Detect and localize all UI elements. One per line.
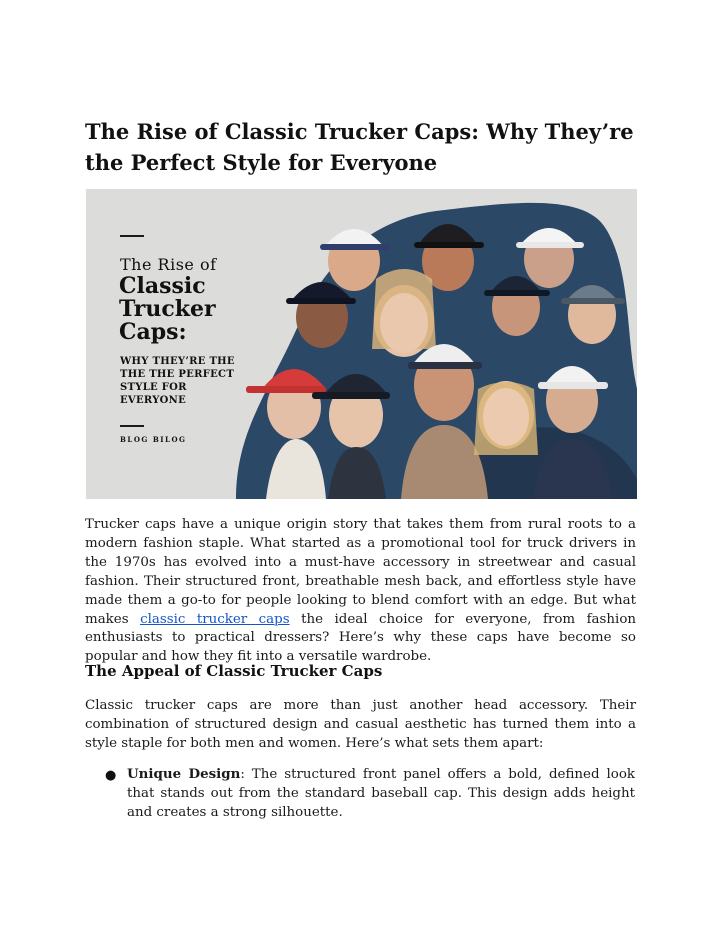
section-paragraph: Classic trucker caps are more than just another head accessory. Their combination of structured design and casual aesthetic has turned them into a style staple for both men and women. Here’s what sets them apart:: [85, 698, 636, 751]
bullet-term: Unique Design: [127, 766, 241, 782]
hero-blog-label: BLOG BILOG: [120, 435, 187, 444]
classic-trucker-caps-link[interactable]: classic trucker caps: [140, 611, 290, 627]
hero-line3: Trucker: [119, 296, 216, 322]
hero-line1: The Rise of: [120, 255, 217, 274]
intro-text-before: Trucker caps have a unique origin story that takes them from rural roots to a modern fashion staple. What started as a promotional tool for truck drivers in the 1970s has evolved into a must-have accessory in streetwear and casual fashion. Their structured front, breathable mesh back, and effortless style have made them a go-to for people looking to blend comfort with an edge. But what makes: [85, 517, 636, 627]
hero-sub3: STYLE FOR: [120, 382, 187, 393]
intro-paragraph: [85, 516, 636, 667]
page-title: The Rise of Classic Trucker Caps: Why They’re the Perfect Style for Everyone: [85, 119, 634, 175]
section-heading: The Appeal of Classic Trucker Caps: [85, 662, 383, 680]
hero-rule-top: [120, 235, 144, 237]
bullet-marker: ●: [105, 768, 117, 783]
hero-sub1: WHY THEY’RE THE: [120, 356, 235, 367]
hero-sub2: THE THE PERFECT: [120, 369, 235, 380]
hero-subtitle: [120, 355, 250, 407]
hero-sub4: EVERYONE: [120, 395, 187, 406]
hero-rule-bottom: [120, 425, 144, 427]
hero-image: [86, 189, 637, 499]
bullet-item-unique-design: [127, 765, 635, 823]
bullet-description: : The structured front panel offers a bold, defined look that stands out from the standard baseball cap. This design adds height and creates a strong silhouette.: [127, 767, 635, 820]
hero-line4: Caps:: [119, 319, 187, 345]
hero-line2: Classic: [119, 273, 206, 299]
intro-text-after: the ideal choice for everyone, from fashion enthusiasts to practical dressers? Here’s why these caps have become so popular and how they fit into a versatile wardrobe.: [85, 611, 637, 665]
hero-headline: [119, 275, 216, 344]
